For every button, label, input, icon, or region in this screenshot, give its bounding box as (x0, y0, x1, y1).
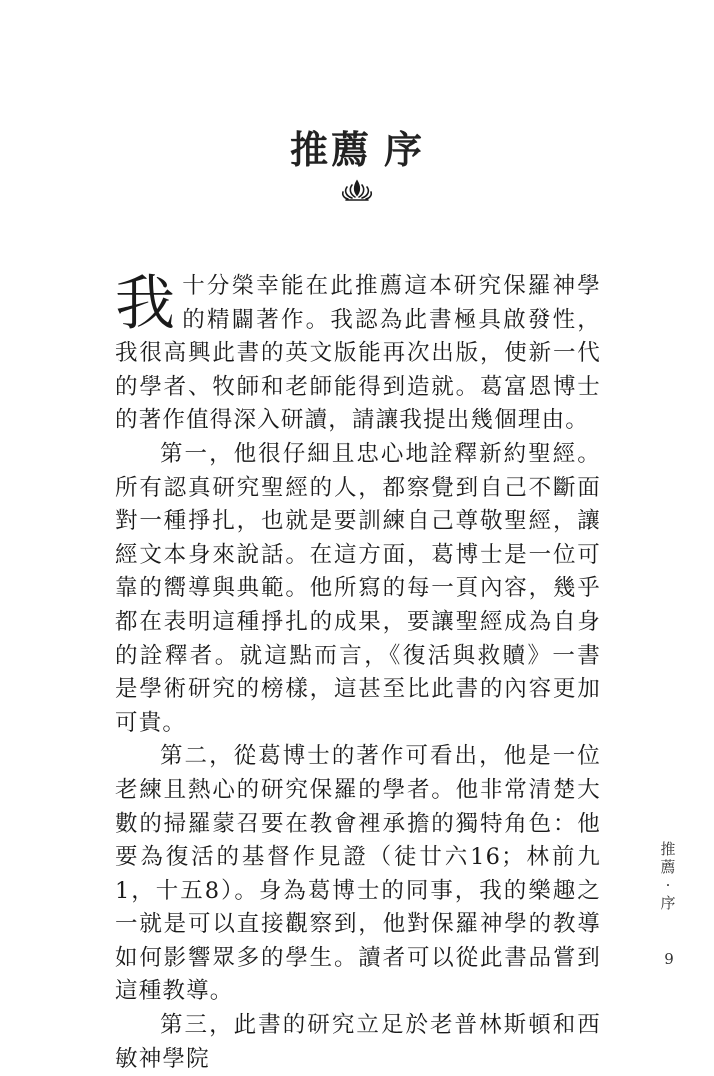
title-main: 推薦 (289, 127, 372, 172)
side-label-char: 薦 (660, 858, 676, 876)
drop-cap: 我 (115, 269, 177, 339)
side-label-char: 推 (660, 840, 676, 858)
title-sub: 序 (384, 127, 425, 172)
page-title (0, 126, 714, 174)
paragraph-3: 第二，從葛博士的著作可看出，他是一位老練且熱心的研究保羅的學者。他非常清楚大數的掃羅蒙召要在教會裡承擔的獨特角色：他要為復活的基督作見證（徒廿六16；林前九1，十五8）。身為葛博士的同事，我的樂趣之一就是可以直接觀察到，他對保羅神學的教導如何影響眾多的學生。讀者可以從此書品嘗到這種教導。 (115, 743, 601, 1005)
paragraph-2: 第一，他很仔細且忠心地詮釋新約聖經。所有認真研究聖經的人，都察覺到自己不斷面對一種掙扎，也就是要訓練自己尊敬聖經，讓經文本身來說話。在這方面，葛博士是一位可靠的嚮導與典範。他所寫的每一頁內容，幾乎都在表明這種掙扎的成果，要讓聖經成為自身的詮釋者。就這點而言，《復活與救贖》一書是學術研究的榜樣，這甚至比此書的內容更加可貴。 (115, 440, 601, 736)
lotus-ornament-icon (340, 178, 374, 202)
running-header-vertical (656, 840, 680, 912)
paragraph-4: 第三，此書的研究立足於老普林斯頓和西敏神學院 (115, 1012, 601, 1072)
side-label-char: 序 (660, 894, 676, 912)
paragraph-1 (115, 270, 601, 438)
page-number: 9 (664, 950, 674, 968)
body-text (115, 270, 601, 1076)
paragraph-1-text: 十分榮幸能在此推薦這本研究保羅神學的精闢著作。我認為此書極具啟發性，我很高興此書的英文版能再次出版，使新一代的學者、牧師和老師能得到造就。葛富恩博士的著作值得深入研讀，請讓我提出幾個理由。 (115, 273, 601, 434)
side-label-char: · (665, 876, 671, 894)
